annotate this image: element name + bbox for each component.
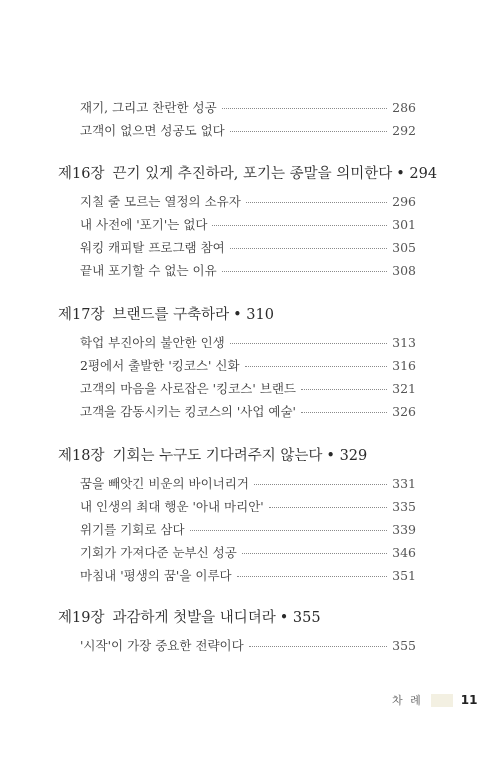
entry-page: 339 bbox=[392, 522, 416, 537]
entry-title: 기회가 가져다준 눈부신 성공 bbox=[80, 545, 237, 560]
chapter-heading[interactable] bbox=[58, 162, 437, 183]
toc-entry[interactable] bbox=[80, 566, 416, 584]
entry-title: 2평에서 출발한 '킹코스' 신화 bbox=[80, 358, 240, 373]
entry-page: 321 bbox=[392, 381, 416, 396]
dot-leader bbox=[301, 412, 387, 413]
toc-entry[interactable] bbox=[80, 379, 416, 397]
entry-title: 고객이 없으면 성공도 없다 bbox=[80, 123, 225, 138]
chapter-title: 과감하게 첫발을 내디뎌라 bbox=[112, 610, 276, 626]
toc-entry[interactable] bbox=[80, 121, 416, 139]
chapter-number: 제16장 bbox=[58, 166, 105, 182]
chapter-page: • 294 bbox=[396, 166, 438, 182]
chapter-page: • 329 bbox=[326, 448, 368, 464]
chapter-heading[interactable] bbox=[58, 303, 274, 324]
chapter-heading[interactable] bbox=[58, 444, 367, 465]
toc-entry[interactable] bbox=[80, 543, 416, 561]
entry-title: '시작'이 가장 중요한 전략이다 bbox=[80, 638, 244, 653]
toc-entry[interactable] bbox=[80, 402, 416, 420]
toc-entry[interactable] bbox=[80, 474, 416, 492]
entry-page: 316 bbox=[392, 358, 416, 373]
chapter-heading[interactable] bbox=[58, 606, 321, 627]
toc-entry[interactable] bbox=[80, 356, 416, 374]
dot-leader bbox=[237, 576, 388, 577]
entry-title: 학업 부진아의 불안한 인생 bbox=[80, 335, 225, 350]
dot-leader bbox=[230, 248, 387, 249]
page-number: 11 bbox=[460, 693, 478, 707]
entry-title: 내 사전에 '포기'는 없다 bbox=[80, 217, 208, 232]
entry-title: 꿈을 빼앗긴 비운의 바이너리거 bbox=[80, 476, 249, 491]
dot-leader bbox=[249, 646, 387, 647]
entry-page: 286 bbox=[392, 100, 416, 115]
chapter-number: 제17장 bbox=[58, 307, 105, 323]
dot-leader bbox=[269, 507, 387, 508]
dot-leader bbox=[254, 484, 387, 485]
entry-title: 지칠 줄 모르는 열정의 소유자 bbox=[80, 194, 241, 209]
entry-page: 305 bbox=[392, 240, 416, 255]
chapter-page: • 355 bbox=[279, 610, 321, 626]
dot-leader bbox=[230, 131, 387, 132]
dot-leader bbox=[242, 553, 387, 554]
chapter-number: 제19장 bbox=[58, 610, 105, 626]
entry-page: 296 bbox=[392, 194, 416, 209]
entry-page: 335 bbox=[392, 499, 416, 514]
chapter-page: • 310 bbox=[233, 307, 274, 323]
dot-leader bbox=[301, 389, 387, 390]
entry-title: 마침내 '평생의 꿈'을 이루다 bbox=[80, 568, 232, 583]
dot-leader bbox=[222, 271, 387, 272]
entry-title: 위기를 기회로 삼다 bbox=[80, 522, 185, 537]
entry-title: 워킹 캐피탈 프로그램 참여 bbox=[80, 240, 225, 255]
page-footer bbox=[392, 692, 477, 708]
entry-title: 재기, 그리고 찬란한 성공 bbox=[80, 100, 217, 115]
entry-title: 고객을 감동시키는 킹코스의 '사업 예술' bbox=[80, 404, 296, 419]
entry-title: 끝내 포기할 수 없는 이유 bbox=[80, 263, 217, 278]
entry-page: 292 bbox=[392, 123, 416, 138]
entry-page: 313 bbox=[392, 335, 416, 350]
chapter-title: 브랜드를 구축하라 bbox=[112, 307, 230, 323]
entry-page: 308 bbox=[392, 263, 416, 278]
dot-leader bbox=[190, 530, 388, 531]
entry-page: 326 bbox=[392, 404, 416, 419]
entry-page: 331 bbox=[392, 476, 416, 491]
entry-page: 355 bbox=[392, 638, 416, 653]
chapter-title: 끈기 있게 추진하라, 포기는 종말을 의미한다 bbox=[112, 166, 393, 182]
dot-leader bbox=[245, 366, 388, 367]
toc-entry[interactable] bbox=[80, 333, 416, 351]
toc-entry[interactable] bbox=[80, 636, 416, 654]
toc-entry[interactable] bbox=[80, 192, 416, 210]
toc-entry[interactable] bbox=[80, 497, 416, 515]
entry-page: 346 bbox=[392, 545, 416, 560]
dot-leader bbox=[222, 108, 387, 109]
toc-entry[interactable] bbox=[80, 261, 416, 279]
entry-page: 351 bbox=[392, 568, 416, 583]
chapter-number: 제18장 bbox=[58, 448, 105, 464]
footer-accent-bar bbox=[431, 694, 453, 707]
entry-page: 301 bbox=[392, 217, 416, 232]
toc-entry[interactable] bbox=[80, 238, 416, 256]
entry-title: 내 인생의 최대 행운 '아내 마리안' bbox=[80, 499, 264, 514]
dot-leader bbox=[246, 202, 387, 203]
chapter-title: 기회는 누구도 기다려주지 않는다 bbox=[112, 448, 323, 464]
dot-leader bbox=[230, 343, 387, 344]
entry-title: 고객의 마음을 사로잡은 '킹코스' 브랜드 bbox=[80, 381, 296, 396]
running-footer-label: 차 례 bbox=[392, 694, 423, 707]
toc-entry[interactable] bbox=[80, 520, 416, 538]
toc-entry[interactable] bbox=[80, 98, 416, 116]
toc-entry[interactable] bbox=[80, 215, 416, 233]
dot-leader bbox=[212, 225, 387, 226]
